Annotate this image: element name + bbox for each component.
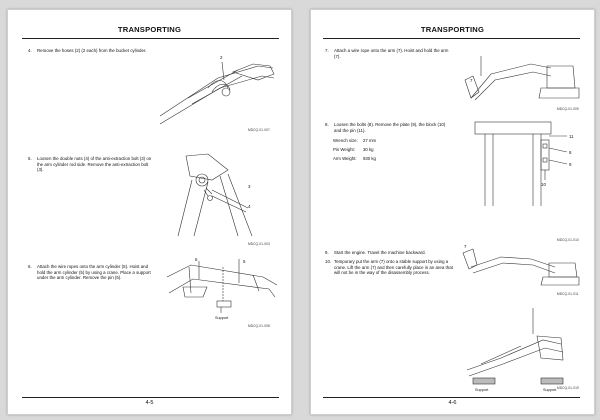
callout-2: 2 xyxy=(220,55,223,60)
figure-id: MDCQ-01-010 xyxy=(557,238,579,242)
page-number: 4-6 xyxy=(448,400,457,406)
spec-key: Arm Weight: xyxy=(333,156,357,161)
callout-9: 9 xyxy=(569,162,572,167)
title-divider xyxy=(323,38,580,39)
spec-arm-weight xyxy=(333,156,376,161)
spec-key: Pin Weight: xyxy=(333,147,355,152)
title-divider xyxy=(22,38,279,39)
callout-8: 8 xyxy=(569,150,572,155)
step-number: 4. xyxy=(28,48,32,53)
step-5 xyxy=(28,156,153,173)
step-8 xyxy=(325,122,453,133)
step-text: Attach a wire rope onto the arm (7). Hoist and hold the arm (7). xyxy=(334,48,449,59)
arm-wire-rope-figure xyxy=(461,52,581,104)
anti-extraction-bolt-figure xyxy=(168,150,278,238)
figure-id: MDCQ-01-007 xyxy=(248,128,270,132)
step-number: 8. xyxy=(325,122,329,127)
step-10 xyxy=(325,259,453,276)
spec-value: 27 mm xyxy=(363,138,377,143)
step-number: 7. xyxy=(325,48,329,53)
callout-3: 3 xyxy=(248,184,251,189)
step-text: Loosen the double nuts (4) of the anti-extraction bolt (3) on the arm cylinder rod side. Remove the anti-extraction bolt (3). xyxy=(37,156,152,173)
callout-4: 4 xyxy=(248,204,251,209)
figure-id: MDCQ-01-019 xyxy=(557,386,579,390)
page-number: 4-5 xyxy=(145,400,154,406)
step-text: Temporary put the arm (7) onto a stable support by using a crane. Lift the arm (7) and then carefully place in an area that will not be in the way of the disassembly process. xyxy=(334,259,453,276)
step-7 xyxy=(325,48,453,59)
spec-pin-weight xyxy=(333,147,374,152)
manual-page-right xyxy=(310,9,595,415)
callout-7: 7 xyxy=(470,78,473,83)
step-text: Attach the wire ropes onto the arm cylinder (5). Hoist and hold the arm cylinder (5) by using a crane. Place a support under the arm cylinder. Remove the pin (6). xyxy=(37,264,151,281)
step-number: 5. xyxy=(28,156,32,161)
arm-on-support-figure xyxy=(461,306,581,392)
callout-11: 11 xyxy=(569,134,574,139)
travel-backward-figure xyxy=(461,245,581,289)
support-label-right: Support xyxy=(543,388,557,392)
footer-divider xyxy=(323,397,580,398)
step-text: Start the engine. Travel the machine backward. xyxy=(334,250,426,255)
page-title: TRANSPORTING xyxy=(420,25,485,34)
callout-5: 5 xyxy=(243,259,246,264)
spec-value: 30 kg xyxy=(363,147,374,152)
spec-value: 930 kg xyxy=(363,156,376,161)
manual-page-left xyxy=(7,9,292,415)
figure-id: MDCQ-01-003 xyxy=(248,242,270,246)
figure-id: MDCQ-01-008 xyxy=(248,324,270,328)
callout-6: 6 xyxy=(195,257,198,262)
spec-wrench-size xyxy=(333,138,376,143)
callout-10: 10 xyxy=(541,182,546,187)
footer-divider xyxy=(22,397,279,398)
arm-cylinder-hoist-figure xyxy=(163,253,281,323)
step-number: 10. xyxy=(325,259,332,264)
step-4 xyxy=(28,48,153,54)
support-label-left: Support xyxy=(475,388,489,392)
figure-id: MDCQ-01-011 xyxy=(557,292,579,296)
pin-block-plate-figure xyxy=(471,118,583,208)
step-number: 9. xyxy=(325,250,329,255)
callout-7: 7 xyxy=(464,245,467,249)
step-6 xyxy=(28,264,153,281)
step-text: Loosen the bolts (8). Remove the plate (9), the block (10) and the pin (11). xyxy=(334,122,446,133)
support-label: Support xyxy=(215,316,229,320)
figure-id: MDCQ-01-009 xyxy=(557,107,579,111)
bucket-cylinder-hoses-figure xyxy=(158,48,278,126)
page-title: TRANSPORTING xyxy=(117,25,182,34)
step-number: 6. xyxy=(28,264,32,269)
step-9 xyxy=(325,250,453,256)
step-text: Remove the hoses (2) (2 each) from the bucket cylinder. xyxy=(37,48,147,53)
spec-key: Wrench size: xyxy=(333,138,358,143)
